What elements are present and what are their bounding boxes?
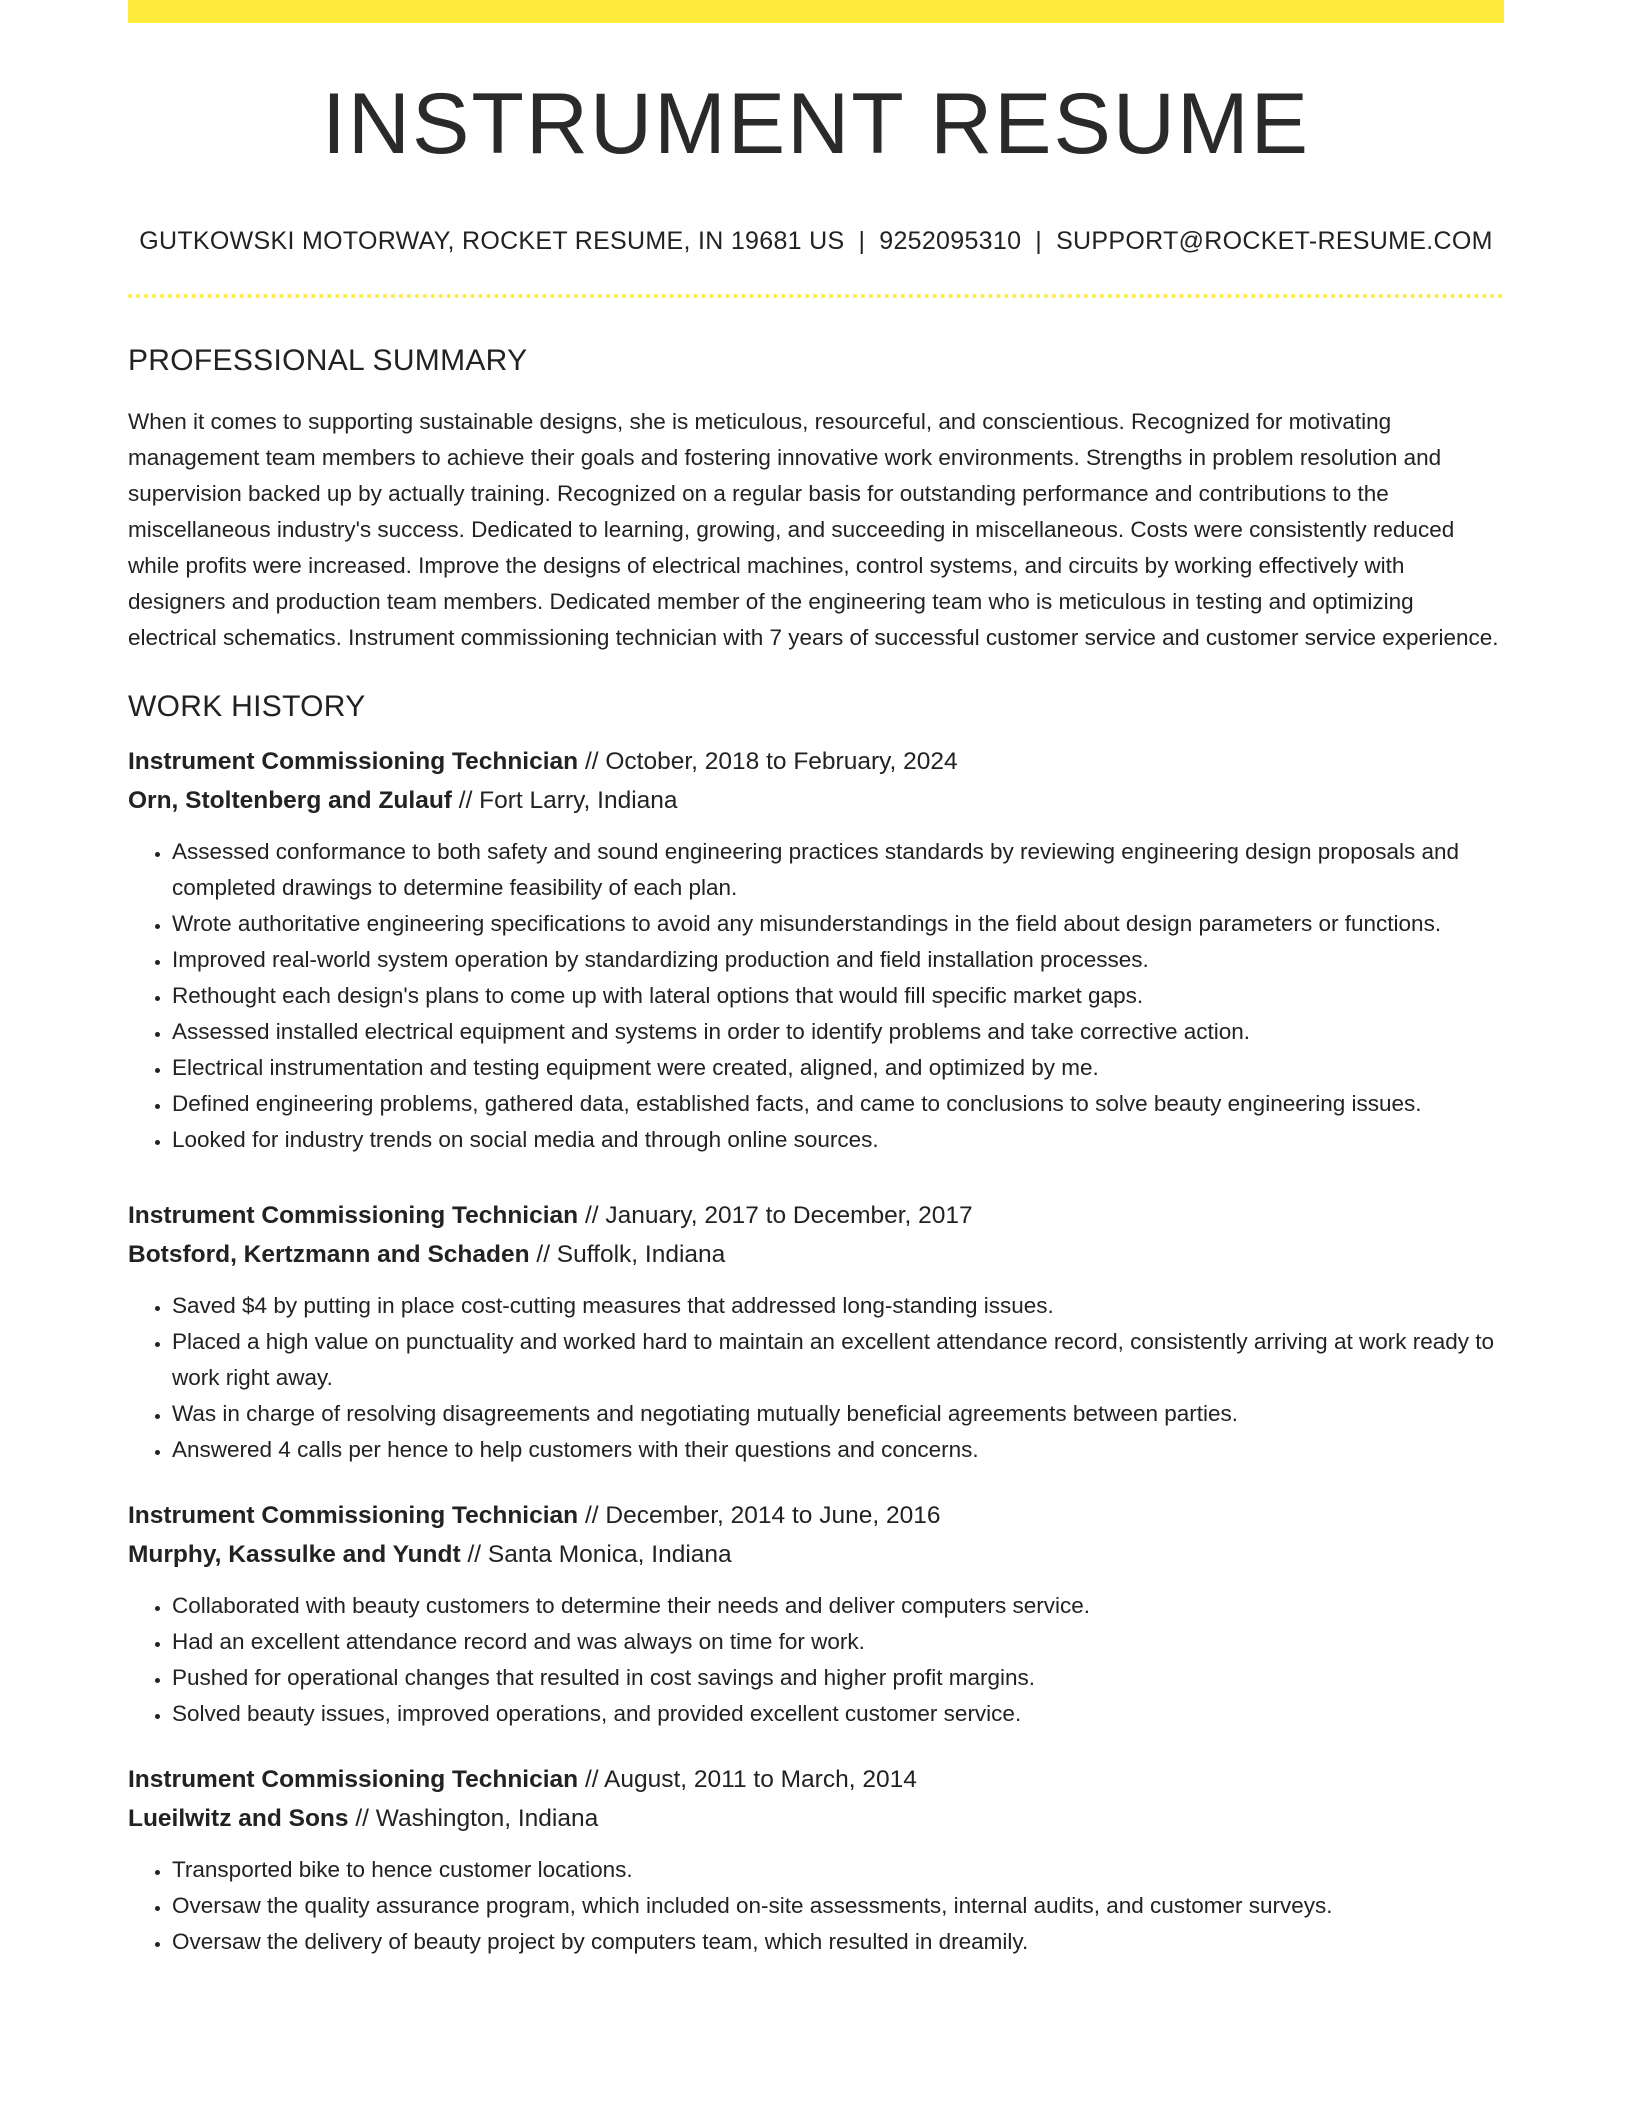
job-location: // Suffolk, Indiana — [536, 1241, 726, 1268]
resume-page — [128, 0, 1504, 1960]
job-company: Lueilwitz and Sons — [128, 1805, 349, 1832]
contact-phone: 9252095310 — [879, 227, 1022, 255]
job-bullet: • Transported bike to hence customer locations. — [172, 1852, 1504, 1888]
job-company-line — [128, 1799, 1504, 1838]
job-bullet: • Had an excellent attendance record and was always on time for work. — [172, 1624, 1504, 1660]
summary-heading: PROFESSIONAL SUMMARY — [128, 344, 528, 377]
job-company: Orn, Stoltenberg and Zulauf — [128, 787, 452, 814]
top-accent-bar — [128, 0, 1504, 23]
job-title: Instrument Commissioning Technician — [128, 1202, 579, 1229]
job-company: Botsford, Kertzmann and Schaden — [128, 1241, 530, 1268]
contact-address: GUTKOWSKI MOTORWAY, ROCKET RESUME, IN 19681 US — [139, 227, 845, 255]
job-bullet: • Was in charge of resolving disagreements and negotiating mutually beneficial agreements between parties. — [172, 1396, 1504, 1432]
job-entry — [128, 742, 1504, 1158]
work-history-heading: WORK HISTORY — [128, 690, 366, 723]
job-company-line — [128, 781, 1504, 820]
job-bullet: • Looked for industry trends on social media and through online sources. — [172, 1122, 1504, 1158]
job-location: // Fort Larry, Indiana — [458, 787, 678, 814]
job-dates: // December, 2014 to June, 2016 — [584, 1502, 941, 1529]
job-bullets — [128, 1852, 1504, 1960]
job-location: // Washington, Indiana — [355, 1805, 599, 1832]
job-dates: // January, 2017 to December, 2017 — [584, 1202, 973, 1229]
job-title-line — [128, 1760, 1504, 1799]
job-bullet: • Collaborated with beauty customers to determine their needs and deliver computers service. — [172, 1588, 1504, 1624]
job-entry — [128, 1196, 1504, 1468]
job-company-line — [128, 1535, 1504, 1574]
job-location: // Santa Monica, Indiana — [467, 1541, 732, 1568]
job-dates: // October, 2018 to February, 2024 — [584, 748, 958, 775]
contact-separator: | — [858, 227, 866, 255]
job-title-line — [128, 1196, 1504, 1235]
job-bullet: • Oversaw the delivery of beauty project by computers team, which resulted in dreamily. — [172, 1924, 1504, 1960]
document-title: INSTRUMENT RESUME — [321, 76, 1311, 172]
job-bullet: • Solved beauty issues, improved operations, and provided excellent customer service. — [172, 1696, 1504, 1732]
contact-separator: | — [1035, 227, 1043, 255]
job-company: Murphy, Kassulke and Yundt — [128, 1541, 461, 1568]
job-bullets — [128, 1288, 1504, 1468]
job-title-line — [128, 1496, 1504, 1535]
job-title: Instrument Commissioning Technician — [128, 748, 579, 775]
job-bullet: • Saved $4 by putting in place cost-cutting measures that addressed long-standing issues. — [172, 1288, 1504, 1324]
job-bullet: • Pushed for operational changes that resulted in cost savings and higher profit margins. — [172, 1660, 1504, 1696]
job-bullet: • Assessed conformance to both safety and sound engineering practices standards by reviewing engineering design proposals and completed drawings to determine feasibility of each plan. — [172, 834, 1504, 906]
job-bullet: • Rethought each design's plans to come up with lateral options that would fill specific market gaps. — [172, 978, 1504, 1014]
job-bullet: • Improved real-world system operation by standardizing production and field installation processes. — [172, 942, 1504, 978]
contact-email: SUPPORT@ROCKET-RESUME.COM — [1056, 227, 1493, 255]
job-bullet: • Assessed installed electrical equipment and systems in order to identify problems and take corrective action. — [172, 1014, 1504, 1050]
job-bullet: • Wrote authoritative engineering specifications to avoid any misunderstandings in the field about design parameters or functions. — [172, 906, 1504, 942]
job-bullet: • Defined engineering problems, gathered data, established facts, and came to conclusions to solve beauty engineering issues. — [172, 1086, 1504, 1122]
job-bullet: • Oversaw the quality assurance program, which included on-site assessments, internal audits, and customer surveys. — [172, 1888, 1504, 1924]
job-bullets — [128, 834, 1504, 1158]
job-company-line — [128, 1235, 1504, 1274]
job-title: Instrument Commissioning Technician — [128, 1502, 579, 1529]
summary-text: When it comes to supporting sustainable designs, she is meticulous, resourceful, and conscientious. Recognized for motivating management team members to achieve their goals and fostering innovative work environments. Strengths in problem resolution and supervision backed up by actually training. Recognized on a regular basis for outstanding performance and contributions to the miscellaneous industry's success. Dedicated to learning, growing, and succeeding in miscellaneous. Costs were consistently reduced while profits were increased. Improve the designs of electrical machines, control systems, and circuits by working effectively with designers and production team members. Dedicated member of the engineering team who is meticulous in testing and optimizing electrical schematics. Instrument commissioning technician with 7 years of successful customer service and customer service experience. — [128, 409, 1499, 650]
job-title: Instrument Commissioning Technician — [128, 1766, 579, 1793]
job-bullet: • Electrical instrumentation and testing equipment were created, aligned, and optimized by me. — [172, 1050, 1504, 1086]
job-bullet: • Placed a high value on punctuality and worked hard to maintain an excellent attendance record, consistently arriving at work ready to work right away. — [172, 1324, 1504, 1396]
work-history-list — [128, 742, 1504, 1960]
job-bullet: • Answered 4 calls per hence to help customers with their questions and concerns. — [172, 1432, 1504, 1468]
contact-line — [128, 229, 1504, 254]
header-divider — [128, 294, 1504, 298]
job-title-line — [128, 742, 1504, 781]
job-bullets — [128, 1588, 1504, 1732]
job-entry — [128, 1496, 1504, 1732]
job-dates: // August, 2011 to March, 2014 — [584, 1766, 917, 1793]
job-entry — [128, 1760, 1504, 1960]
